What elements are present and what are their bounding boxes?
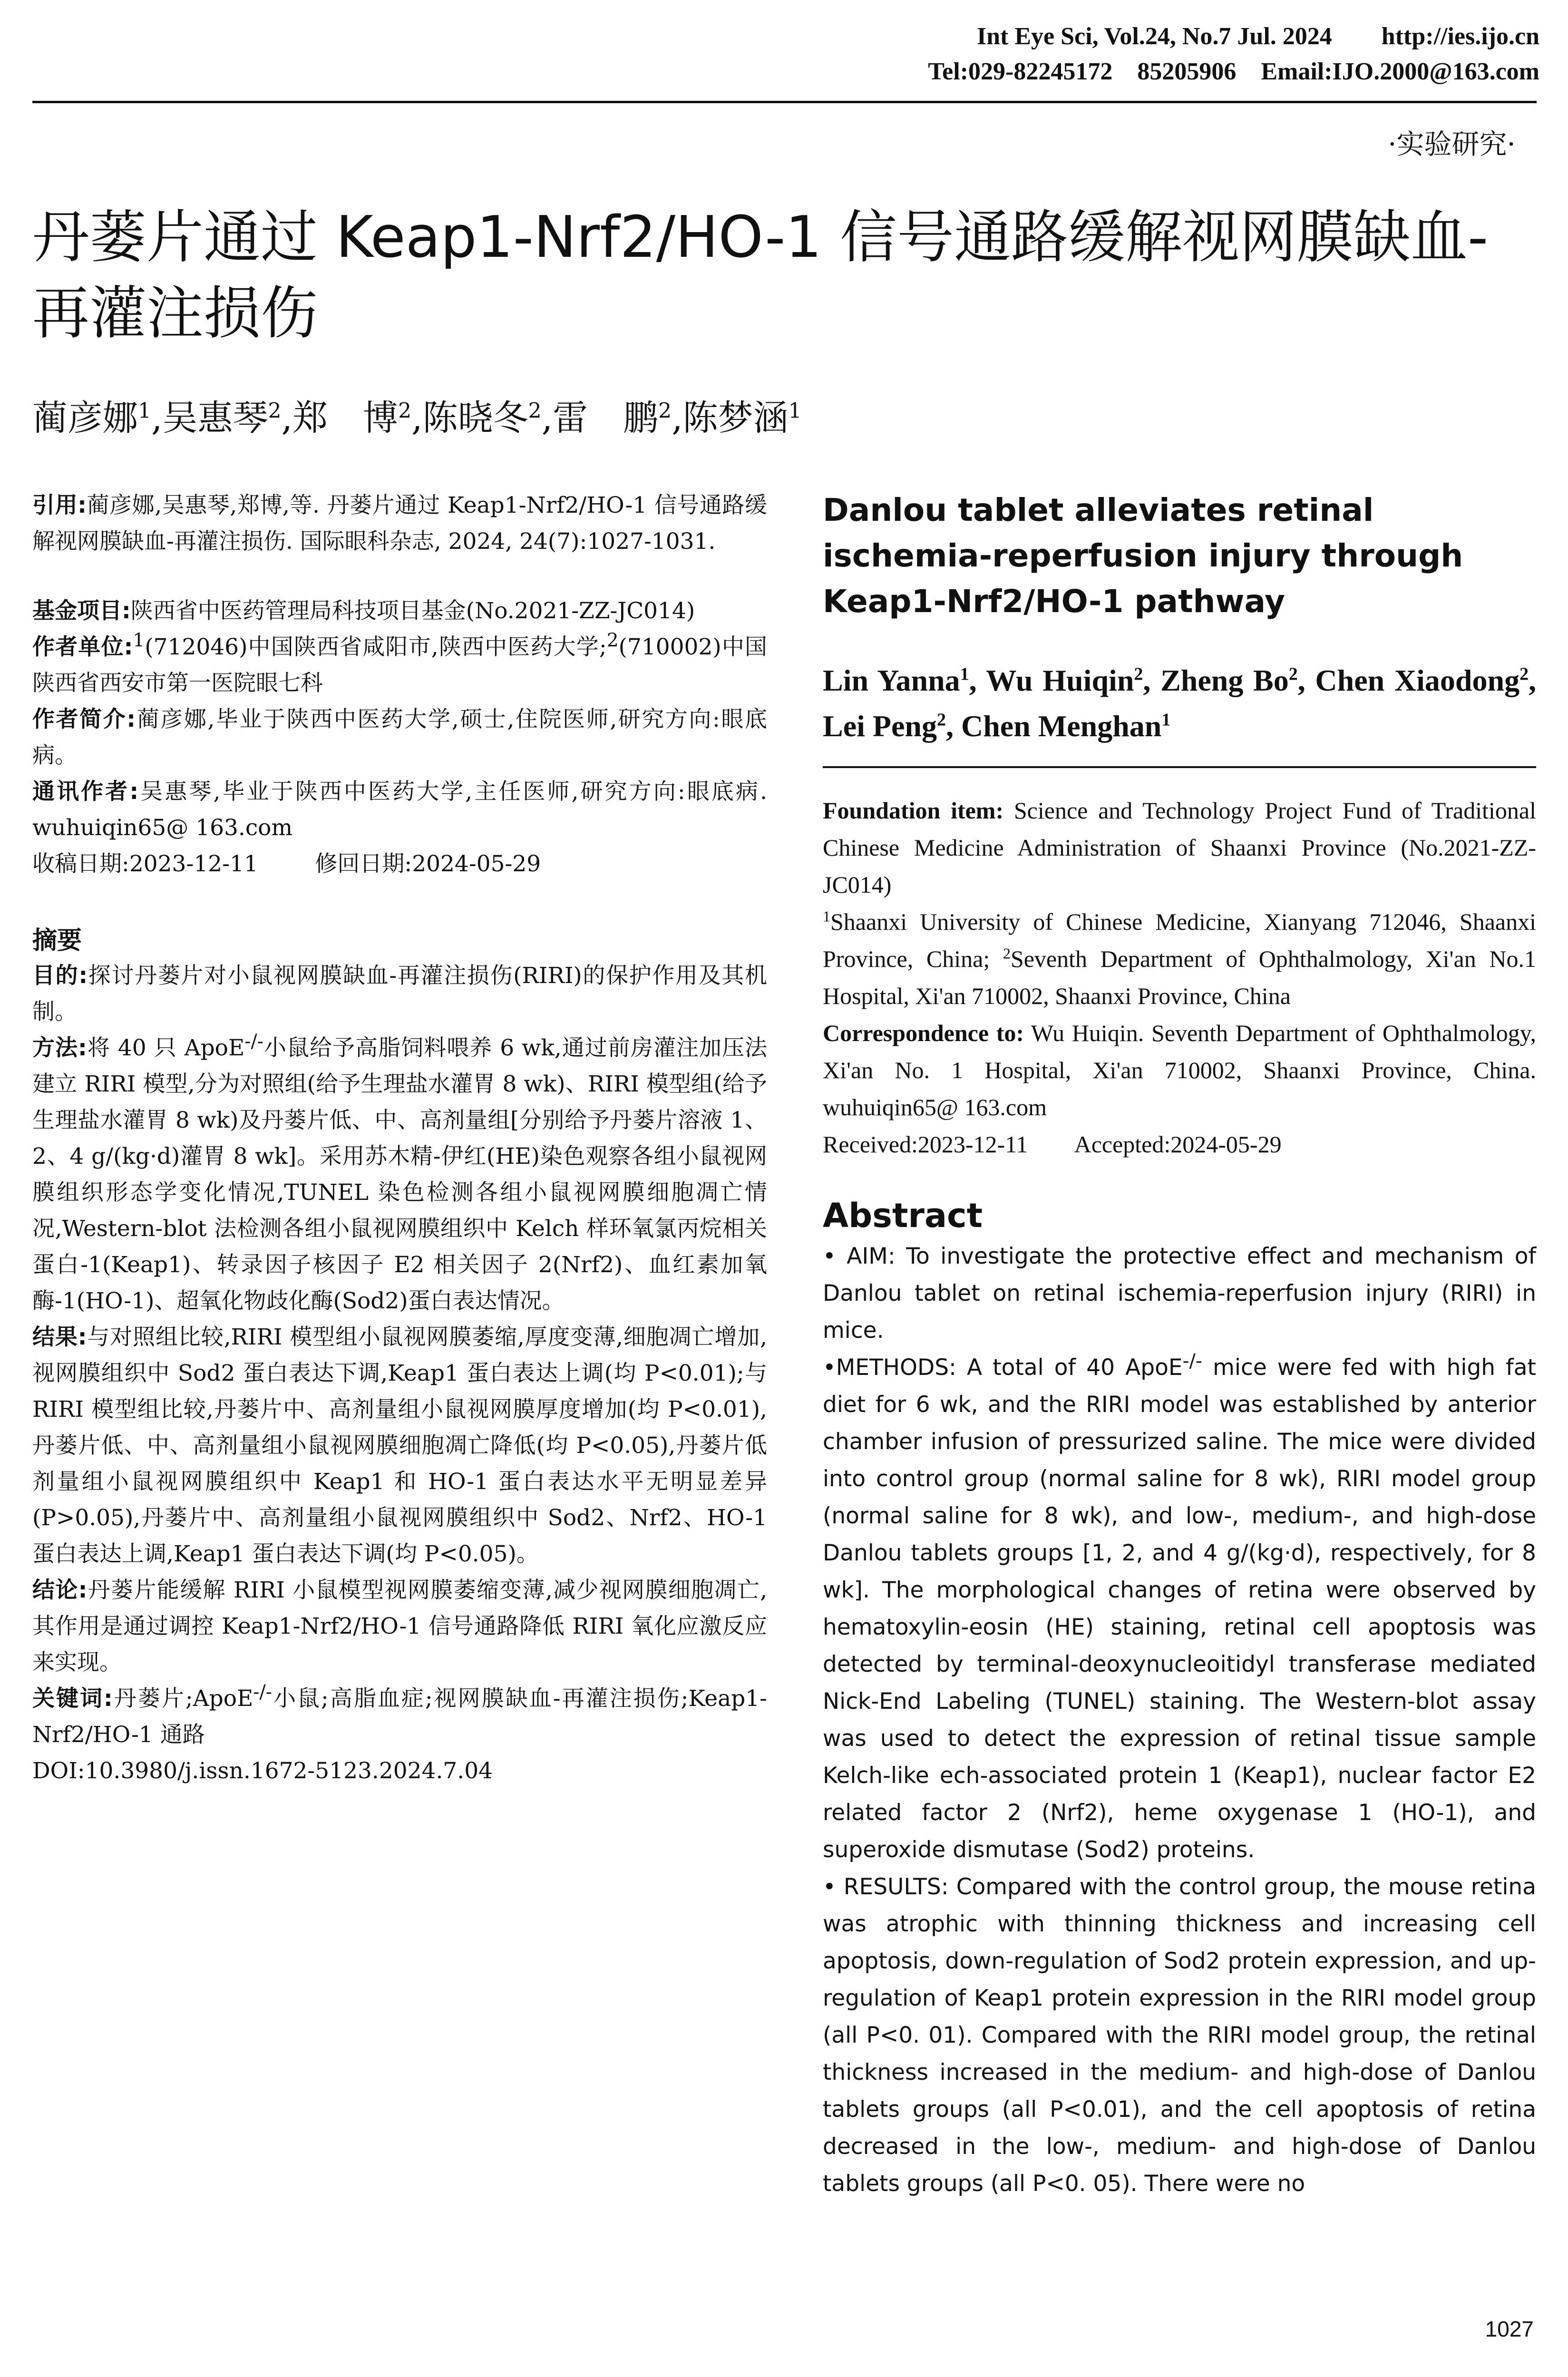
- cn-aim: 目的:探讨丹蒌片对小鼠视网膜缺血-再灌注损伤(RIRI)的保护作用及其机制。: [32, 963, 768, 1025]
- en-results: • RESULTS: Compared with the control group, the mouse retina was atrophic with thinning thickness and increasing cell apoptosis, down-regulation of Sod2 protein expression, and up-regulation of Keap1 protein expression in the RIRI model group (all P<0. 01). Compared with the RIRI model group, the retinal thickness increased in the medium- and high-dose of Danlou tablets groups (all P<0.01), and the cell apoptosis of retina decreased in the low-, medium- and high-dose of Danlou tablets groups (all P<0. 05). There were no: [823, 1874, 1536, 2197]
- cn-citation: 引用:蔺彦娜,吴惠琴,郑博,等. 丹蒌片通过 Keap1-Nrf2/HO-1 信号通路缓解视网膜缺血-再灌注损伤. 国际眼科杂志, 2024, 24(7):1027-1031.: [32, 492, 767, 555]
- author-separator: ,: [945, 709, 961, 743]
- author-separator: ,: [1143, 663, 1161, 697]
- cn-methods: 方法:将 40 只 ApoE-/-小鼠给予高脂饲料喂养 6 wk,通过前房灌注加压法建立 RIRI 模型,分为对照组(给予生理盐水灌胃 8 wk)、RIRI 模型组(给予生理盐水灌胃 8 wk)及丹蒌片低、中、高剂量组[分别给予丹蒌片溶液 1、2、4 g/(kg·d)灌胃 8 wk]。采用苏木精-伊红(HE)染色观察各组小鼠视网膜组织形态学变化情况,TUNEL 染色检测各组小鼠视网膜细胞凋亡情况,Western-blot 法检测各组小鼠视网膜组织中 Kelch 样环氧氯丙烷相关蛋白-1(Keap1)、转录因子核因子 E2 相关因子 2(Nrf2)、血红素加氧酶-1(HO-1)、超氧化物歧化酶(Sod2)蛋白表达情况。: [32, 1031, 768, 1314]
- cn-keywords: 关键词:丹蒌片;ApoE-/-小鼠;高脂血症;视网膜缺血-再灌注损伤;Keap1-Nrf2/HO-1 通路: [32, 1681, 768, 1748]
- journal-info-line: Int Eye Sci, Vol.24, No.7 Jul. 2024 http://ies.ijo.cn: [976, 23, 1539, 50]
- journal-contact-line: Tel:029-82245172 85205906 Email:IJO.2000@163.com: [928, 58, 1539, 85]
- author-name: 陈梦涵: [682, 398, 789, 438]
- en-dates: Received:2023-12-11 Accepted:2024-05-29: [823, 1131, 1282, 1158]
- author-affiliation-mark: 1: [788, 399, 802, 423]
- right-column: [823, 487, 1536, 2202]
- author-name: Chen Xiaodong: [1315, 663, 1520, 697]
- author-name: 蔺彦娜: [32, 398, 138, 438]
- author-affiliation-mark: 2: [1519, 664, 1529, 684]
- en-methods: •METHODS: A total of 40 ApoE-/- mice were fed with high fat diet for 6 wk, and the RIRI model was established by anterior chamber infusion of pressurized saline. The mice were divided into control group (normal saline for 8 wk), RIRI model group (normal saline for 8 wk), and low-, medium-, and high-dose Danlou tablets groups [1, 2, and 4 g/(kg·d), respectively, for 8 wk]. The morphological changes of retina were observed by hematoxylin-eosin (HE) staining, retinal cell apoptosis was detected by terminal-deoxynucleoitidyl transferase mediated Nick-End Labeling (TUNEL) staining. The Western-blot assay was used to detect the expression of retinal tissue sample Kelch-like ech-associated protein 1 (Keap1), nuclear factor E2 related factor 2 (Nrf2), heme oxygenase 1 (HO-1), and superoxide dismutase (Sod2) proteins.: [823, 1350, 1536, 1863]
- en-foundation: Foundation item: Science and Technology Project Fund of Traditional Chinese Medicine Administration of Shaanxi Province (No.2021-ZZ-JC014): [823, 797, 1536, 898]
- en-affiliation: $^1$Shaanxi University of Chinese Medicine, Xianyang 712046, Shaanxi Province, China; $^2$Seventh Department of Ophthalmology, Xi'an No.1 Hospital, Xi'an 710002, Shaanxi Province, China: [823, 907, 1536, 1009]
- cn-fund: 基金项目:陕西省中医药管理局科技项目基金(No.2021-ZZ-JC014): [32, 598, 695, 624]
- author-affiliation-mark: 2: [1134, 664, 1143, 684]
- page-number: 1027: [1485, 2317, 1534, 2341]
- cn-abstract-heading: 摘要: [32, 926, 82, 955]
- author-name: 陈晓冬: [422, 398, 528, 438]
- author-rule: [823, 766, 1536, 768]
- cn-author-bio: 作者简介:蔺彦娜,毕业于陕西中医药大学,硕士,住院医师,研究方向:眼底病。: [32, 706, 768, 769]
- author-affiliation-mark: 2: [1288, 664, 1298, 684]
- en-author-list: [823, 658, 1536, 749]
- author-separator: ,: [969, 663, 986, 697]
- author-affiliation-mark: 2: [268, 399, 282, 423]
- author-separator: ,: [281, 398, 293, 438]
- author-name: 吴惠琴: [162, 398, 268, 438]
- left-column: [32, 487, 767, 1789]
- author-affiliation-mark: 2: [658, 399, 672, 423]
- journal-header: [928, 19, 1539, 89]
- cn-article-title: 丹蒌片通过 Keap1-Nrf2/HO-1 信号通路缓解视网膜缺血-再灌注损伤: [32, 205, 1489, 347]
- author-affiliation-mark: 2: [398, 399, 412, 423]
- author-separator: ,: [151, 398, 163, 438]
- author-affiliation-mark: 1: [138, 399, 151, 423]
- author-name: Lei Peng: [823, 709, 937, 743]
- en-aim: • AIM: To investigate the protective effect and mechanism of Danlou tablet on retinal ischemia-reperfusion injury (RIRI) in mice.: [823, 1243, 1536, 1344]
- author-separator: ,: [1297, 663, 1315, 697]
- author-affiliation-mark: 1: [1161, 710, 1171, 730]
- cn-affiliation: 作者单位:$^1$(712046)中国陕西省咸阳市,陕西中医药大学;$^2$(710002)中国陕西省西安市第一医院眼七科: [32, 630, 767, 696]
- en-correspondence: Correspondence to: Wu Huiqin. Seventh Department of Ophthalmology, Xi'an No. 1 Hospital, Xi'an 710002, Shaanxi Province, China. wuhuiqin65@ 163.com: [823, 1020, 1536, 1120]
- cn-correspondence: 通讯作者:吴惠琴,毕业于陕西中医药大学,主任医师,研究方向:眼底病. wuhuiqin65@ 163.com: [32, 779, 768, 841]
- author-name: Lin Yanna: [823, 663, 960, 697]
- author-name: 郑 博: [292, 398, 399, 438]
- cn-author-list: [32, 390, 802, 440]
- author-separator: ,: [411, 398, 423, 438]
- author-separator: ,: [541, 398, 553, 438]
- author-name: Zheng Bo: [1160, 663, 1289, 697]
- cn-results: 结果:与对照组比较,RIRI 模型组小鼠视网膜萎缩,厚度变薄,细胞凋亡增加,视网膜组织中 Sod2 蛋白表达下调,Keap1 蛋白表达上调(均 P<0.01);与 RIRI 模型组比较,丹蒌片中、高剂量组小鼠视网膜厚度增加(均 P<0.01),丹蒌片低、中、高剂量组小鼠视网膜细胞凋亡降低(均 P<0.05),丹蒌片低剂量组小鼠视网膜组织中 Keap1 和 HO-1 蛋白表达水平无明显差异(P>0.05),丹蒌片中、高剂量组小鼠视网膜组织中 Sod2、Nrf2、HO-1 蛋白表达上调,Keap1 蛋白表达下调(均 P<0.05)。: [32, 1324, 768, 1567]
- cn-doi: DOI:10.3980/j.issn.1672-5123.2024.7.04: [32, 1758, 493, 1784]
- section-tag: ·实验研究·: [1388, 128, 1516, 160]
- author-name: 雷 鹏: [553, 398, 659, 438]
- author-name: Wu Huiqin: [986, 663, 1134, 697]
- en-article-title: Danlou tablet alleviates retinal ischemia-reperfusion injury through Keap1-Nrf2/HO-1 pathway: [823, 492, 1463, 620]
- author-affiliation-mark: 2: [936, 710, 946, 730]
- cn-dates: 收稿日期:2023-12-11 修回日期:2024-05-29: [32, 851, 541, 877]
- author-affiliation-mark: 1: [960, 664, 969, 684]
- en-abstract-heading: Abstract: [823, 1196, 983, 1235]
- author-name: Chen Menghan: [961, 709, 1162, 743]
- author-affiliation-mark: 2: [528, 399, 542, 423]
- cn-conclusion: 结论:丹蒌片能缓解 RIRI 小鼠模型视网膜萎缩变薄,减少视网膜细胞凋亡,其作用是通过调控 Keap1-Nrf2/HO-1 信号通路降低 RIRI 氧化应激反应来实现。: [32, 1577, 768, 1676]
- author-separator: ,: [1529, 663, 1537, 697]
- author-separator: ,: [672, 398, 683, 438]
- header-rule: [32, 101, 1537, 103]
